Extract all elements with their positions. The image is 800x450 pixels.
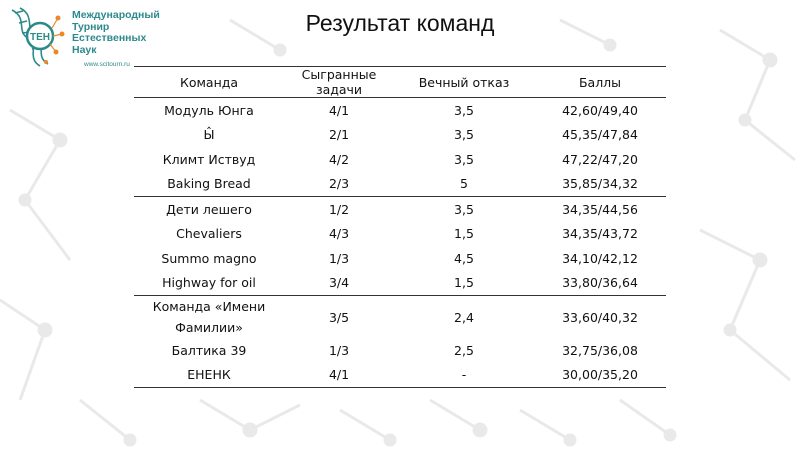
- logo-line-4: Наук: [72, 43, 97, 56]
- team-cell: ЕНЕНК: [134, 363, 284, 388]
- tasks-cell: 3/5: [284, 296, 394, 339]
- table-header-row: [134, 67, 666, 98]
- header-score: Баллы: [534, 67, 666, 98]
- page-title-text: Результат команд: [305, 10, 495, 36]
- header-team: Команда: [134, 67, 284, 98]
- table-row: [134, 147, 666, 172]
- logo-url: www.scitourn.ru: [84, 61, 130, 68]
- table-row: [134, 172, 666, 197]
- table-row: [134, 296, 666, 339]
- team-cell: Chevaliers: [176, 226, 242, 242]
- tasks-cell: 1/3: [328, 342, 350, 358]
- tasks-cell: 4/1: [328, 102, 350, 118]
- score-cell: 42,60/49,40: [562, 102, 638, 118]
- refusal-cell: 2,4: [394, 296, 534, 339]
- tasks-cell: 4/2: [328, 151, 350, 167]
- tasks-cell: 1/3: [328, 250, 350, 266]
- refusal-cell: 4,5: [454, 250, 474, 266]
- table-row: [134, 98, 666, 123]
- team-cell: Summo magno: [161, 250, 257, 266]
- table-row: [134, 197, 666, 222]
- table-row: [134, 338, 666, 363]
- refusal-cell: 1,5: [454, 226, 474, 242]
- table-row: [134, 222, 666, 247]
- table-row: [134, 363, 666, 388]
- team-cell: Highway for oil: [162, 275, 256, 291]
- refusal-cell: 3,5: [454, 151, 474, 167]
- page-title: [0, 10, 800, 37]
- results-table: [134, 66, 666, 388]
- team-cell: Ы̂: [203, 127, 215, 143]
- tasks-cell: 2/1: [328, 127, 350, 143]
- team-cell: Дети лешего: [134, 197, 284, 222]
- score-cell: 33,60/40,32: [534, 296, 666, 339]
- score-cell: 47,22/47,20: [562, 151, 638, 167]
- tasks-cell: 4/3: [328, 226, 350, 242]
- refusal-cell: 3,5: [454, 127, 474, 143]
- score-cell: 34,35/43,72: [562, 226, 638, 242]
- score-cell: 34,10/42,12: [562, 250, 638, 266]
- team-cell: Команда «Имени Фамилии»: [134, 296, 284, 339]
- logo-line-1: Международный: [72, 9, 160, 21]
- refusal-cell: 5: [460, 176, 468, 192]
- team-cell: Климт Иствуд: [162, 151, 256, 167]
- table-row: [134, 271, 666, 296]
- header-tasks: Сыгранные задачи: [284, 67, 394, 98]
- team-cell: Балтика 39: [171, 342, 247, 358]
- score-cell: 45,35/47,84: [562, 127, 638, 143]
- tasks-cell: 4/1: [284, 363, 394, 388]
- tasks-cell: 2/3: [328, 176, 350, 192]
- score-cell: 33,80/36,64: [562, 275, 638, 291]
- refusal-cell: 3,5: [394, 197, 534, 222]
- logo-line-2: Турнир: [72, 20, 110, 33]
- table-row: [134, 246, 666, 271]
- refusal-cell: 3,5: [454, 102, 474, 118]
- header-refusal: Вечный отказ: [394, 67, 534, 98]
- logo-mark-text: ТЕН: [30, 32, 50, 43]
- table-row: [134, 123, 666, 148]
- logo-line-3: Естественных: [72, 32, 147, 44]
- team-cell: Baking Bread: [167, 176, 251, 192]
- refusal-cell: 2,5: [454, 342, 474, 358]
- score-cell: 30,00/35,20: [534, 363, 666, 388]
- tasks-cell: 1/2: [284, 197, 394, 222]
- score-cell: 32,75/36,08: [562, 342, 638, 358]
- score-cell: 35,85/34,32: [562, 176, 638, 192]
- team-cell: Модуль Юнга: [164, 102, 254, 118]
- refusal-cell: 1,5: [454, 275, 474, 291]
- refusal-cell: -: [394, 363, 534, 388]
- score-cell: 34,35/44,56: [534, 197, 666, 222]
- tasks-cell: 3/4: [328, 275, 350, 291]
